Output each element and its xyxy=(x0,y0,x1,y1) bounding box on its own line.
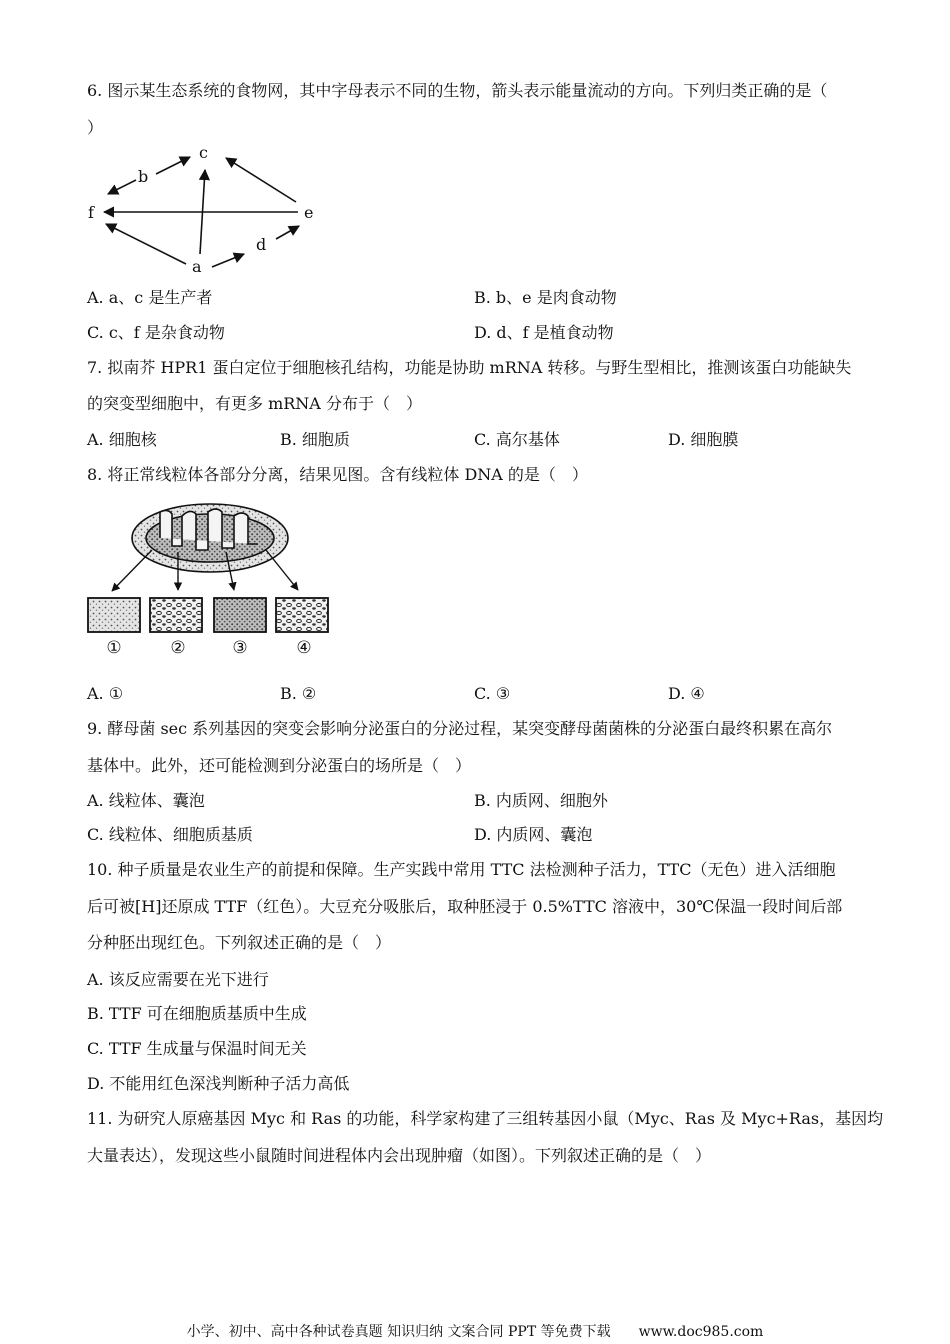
food-web-diagram xyxy=(86,142,326,278)
q6-option-a: A. a、c 是生产者 xyxy=(87,288,213,307)
label-fraction-3: ③ xyxy=(232,638,248,658)
q11-stem-line1: 11. 为研究人原癌基因 Myc 和 Ras 的功能，科学家构建了三组转基因小鼠（Myc、Ras 及 Myc+Ras，基因均 xyxy=(87,1109,884,1128)
beaker-2 xyxy=(150,598,202,632)
arrow-d-to-e xyxy=(276,226,299,239)
q10-option-d: D. 不能用红色深浅判断种子活力高低 xyxy=(87,1074,350,1093)
q10-stem-line1: 10. 种子质量是农业生产的前提和保障。生产实践中常用 TTC 法检测种子活力，TTC（无色）进入活细胞 xyxy=(87,860,836,879)
q7-option-b: B. 细胞质 xyxy=(280,430,350,449)
node-e: e xyxy=(304,203,314,222)
arrow-b-to-c xyxy=(156,157,190,174)
q8-option-a: A. ① xyxy=(87,684,124,703)
node-b: b xyxy=(138,167,149,186)
q9-stem-line1: 9. 酵母菌 sec 系列基因的突变会影响分泌蛋白的分泌过程，某突变酵母菌菌株的分泌蛋白最终积累在高尔 xyxy=(87,719,833,738)
node-c: c xyxy=(199,143,208,162)
q7-option-d: D. 细胞膜 xyxy=(668,430,739,449)
q10-stem-line2: 后可被[H]还原成 TTF（红色）。大豆充分吸胀后，取种胚浸于 0.5%TTC 溶液中，30℃保温一段时间后部 xyxy=(87,897,843,916)
q6-option-b: B. b、e 是肉食动物 xyxy=(474,288,617,307)
beaker-1 xyxy=(88,598,140,632)
arrow-a-to-d xyxy=(212,254,244,267)
arrow-a-to-f xyxy=(106,224,186,264)
label-fraction-2: ② xyxy=(170,638,186,658)
q9-option-a: A. 线粒体、囊泡 xyxy=(87,791,205,810)
q10-option-a: A. 该反应需要在光下进行 xyxy=(87,970,269,989)
q6-option-c: C. c、f 是杂食动物 xyxy=(87,323,225,342)
q8-option-d: D. ④ xyxy=(668,684,705,703)
arrow-f-to-b xyxy=(108,180,136,194)
label-fraction-1: ① xyxy=(106,638,122,658)
q8-option-c: C. ③ xyxy=(474,684,511,703)
q7-option-a: A. 细胞核 xyxy=(87,430,157,449)
beaker-4 xyxy=(276,598,328,632)
q9-option-d: D. 内质网、囊泡 xyxy=(474,825,593,844)
q9-option-c: C. 线粒体、细胞质基质 xyxy=(87,825,253,844)
q6-stem-line2: ） xyxy=(87,118,104,137)
page-footer: 小学、初中、高中各种试卷真题 知识归纳 文案合同 PPT 等免费下载 www.doc985.com xyxy=(186,1324,764,1340)
node-f: f xyxy=(88,203,94,222)
q9-option-b: B. 内质网、细胞外 xyxy=(474,791,608,810)
q10-option-c: C. TTF 生成量与保温时间无关 xyxy=(87,1039,307,1058)
node-d: d xyxy=(256,235,267,254)
q7-stem-line2: 的突变型细胞中，有更多 mRNA 分布于（ ） xyxy=(87,394,422,413)
q6-option-d: D. d、f 是植食动物 xyxy=(474,323,614,342)
q9-stem-line2: 基体中。此外，还可能检测到分泌蛋白的场所是（ ） xyxy=(87,756,472,775)
beaker-3 xyxy=(214,598,266,632)
arrow-e-to-c xyxy=(226,158,296,202)
q6-stem-line1: 6. 图示某生态系统的食物网，其中字母表示不同的生物，箭头表示能量流动的方向。下列归类正确的是（ xyxy=(87,81,828,100)
node-a: a xyxy=(192,257,202,276)
q10-stem-line3: 分种胚出现红色。下列叙述正确的是（ ） xyxy=(87,933,392,952)
q7-stem-line1: 7. 拟南芥 HPR1 蛋白定位于细胞核孔结构，功能是协助 mRNA 转移。与野生型相比，推测该蛋白功能缺失 xyxy=(87,358,852,377)
q8-stem: 8. 将正常线粒体各部分分离，结果见图。含有线粒体 DNA 的是（ ） xyxy=(87,465,588,484)
label-fraction-4: ④ xyxy=(296,638,312,658)
q7-option-c: C. 高尔基体 xyxy=(474,430,560,449)
mitochondrion xyxy=(132,504,288,572)
mitochondria-fractionation-diagram xyxy=(86,498,332,660)
q10-option-b: B. TTF 可在细胞质基质中生成 xyxy=(87,1004,307,1023)
q8-option-b: B. ② xyxy=(280,684,317,703)
q11-stem-line2: 大量表达），发现这些小鼠随时间进程体内会出现肿瘤（如图）。下列叙述正确的是（ ） xyxy=(87,1146,712,1165)
